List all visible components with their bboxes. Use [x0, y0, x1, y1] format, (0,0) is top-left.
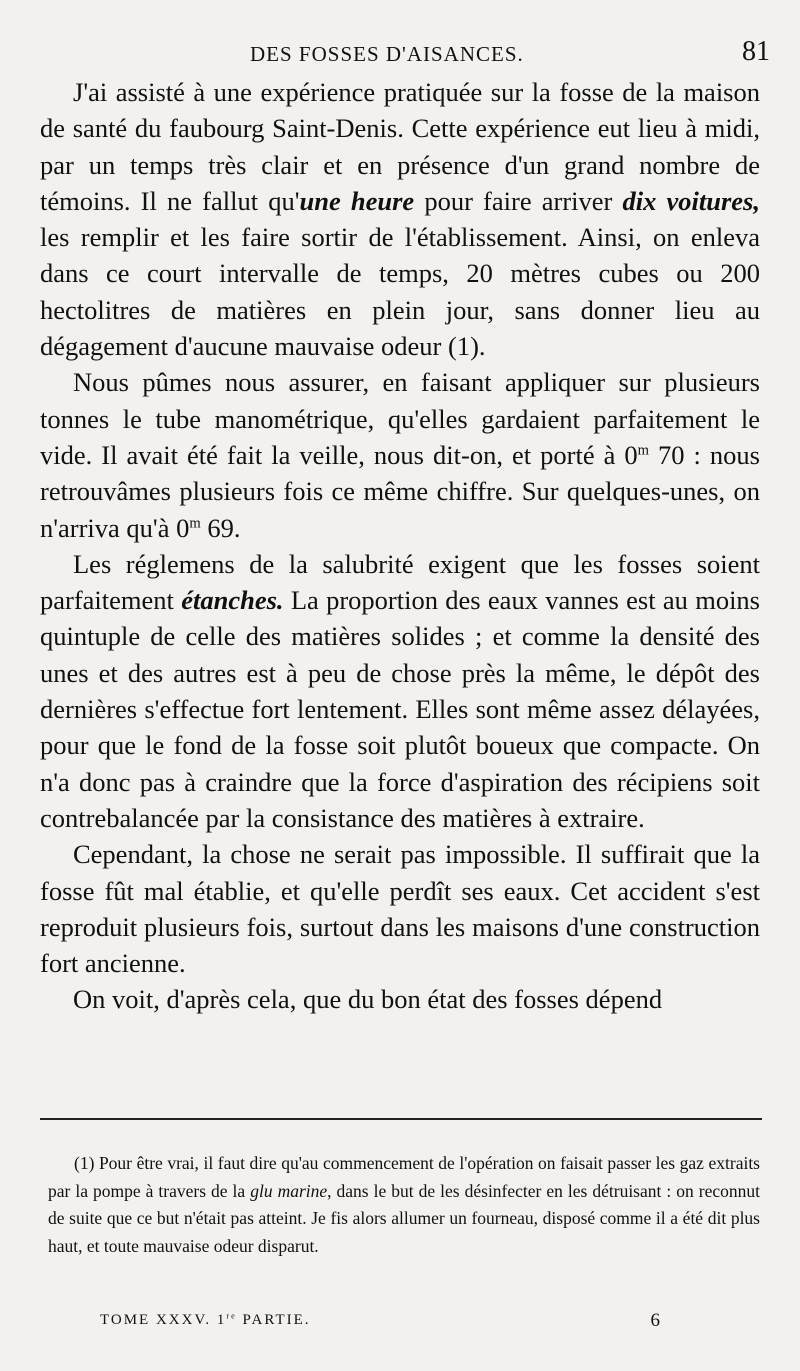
footnote — [48, 1150, 760, 1260]
page-number: 81 — [742, 36, 770, 67]
text-run: Nous pûmes nous assurer, en faisant appliquer sur plusieurs tonnes le tube manométrique, qu'elles gardaient parfaitement le vide. Il avait été fait la veille, nous dit-on, et porté à 0 — [40, 367, 760, 470]
signature-text: PARTIE. — [236, 1312, 311, 1328]
sheet-number: 6 — [650, 1310, 660, 1331]
paragraph-1 — [40, 74, 760, 364]
paragraph-5 — [40, 981, 760, 1017]
footnote-text — [48, 1150, 760, 1260]
text-run: Les réglemens de la salubrité exigent que les fosses soient parfaitement — [40, 548, 760, 616]
text-run: , dans le but de les désinfecter en les détruisant : on reconnut de suite que ce but n'était pas atteint. Je fis alors allumer un fourneau, disposé comme il a été dit plus haut, et toute mauvaise odeur disparut. — [48, 1180, 760, 1256]
text-run: les remplir et les faire sortir de l'établissement. Ainsi, on enleva dans ce court intervalle de temps, 20 mètres cubes ou 200 hectolitres de matières en plein jour, sans donner lieu au dégagement d'aucune mauvaise odeur (1). — [40, 222, 760, 362]
text-run: (1) Pour être vrai, il faut dire qu'au commencement de l'opération on faisait passer les gaz extraits par la pompe à travers de la — [48, 1153, 760, 1201]
emphasis-etanches: étanches. — [181, 585, 284, 616]
emphasis-dix-voitures: dix voitures, — [622, 185, 760, 216]
superscript-meter: m — [189, 515, 201, 532]
emphasis-une-heure: une heure — [299, 185, 415, 216]
running-title: DES FOSSES D'AISANCES. — [250, 42, 524, 66]
text-run: 70 : nous retrouvâmes plusieurs fois ce même chiffre. Sur quelques-unes, on n'arriva qu'à 0 — [40, 439, 760, 543]
superscript-meter: m — [637, 442, 649, 459]
text-run: pour faire arriver — [414, 185, 623, 216]
main-text — [40, 74, 760, 1018]
text-run: Cependant, la chose ne serait pas impossible. Il suffirait que la fosse fût mal établie, et qu'elle perdît ses eaux. Cet accident s'est reproduit plusieurs fois, surtout dans les maisons d'une construction fort ancienne. — [40, 839, 760, 979]
footnote-separator — [40, 1118, 762, 1120]
text-run: La proportion des eaux vannes est au moins quintuple de celle des matières solides ; et comme la densité des unes et des autres est à peu de chose près la même, le dépôt des dernières s'effectue fort lentement. Elles sont même assez délayées, pour que le fond de la fosse soit plutôt boueux que compacte. On n'a donc pas à craindre que la force d'aspiration des récipiens soit contrebalancée par la consistance des matières à extraire. — [40, 585, 760, 833]
page-footer — [100, 1310, 660, 1338]
signature-superscript: re — [226, 1311, 237, 1321]
emphasis-glu-marine: glu marine — [250, 1180, 328, 1201]
printer-signature — [100, 1312, 311, 1329]
paragraph-3 — [40, 546, 760, 836]
text-run: On voit, d'après cela, que du bon état des fosses dépend — [73, 984, 663, 1015]
paragraph-2 — [40, 364, 760, 545]
paragraph-4 — [40, 836, 760, 981]
text-run: J'ai assisté à une expérience pratiquée sur la fosse de la maison de santé du faubourg Saint-Denis. Cette expérience eut lieu à midi, par un temps très clair et en présence d'un grand nombre de témoins. Il ne fallut qu' — [40, 77, 760, 216]
text-run: 69. — [200, 512, 241, 543]
page-header — [40, 34, 770, 74]
signature-text: TOME XXXV. 1 — [100, 1312, 227, 1328]
